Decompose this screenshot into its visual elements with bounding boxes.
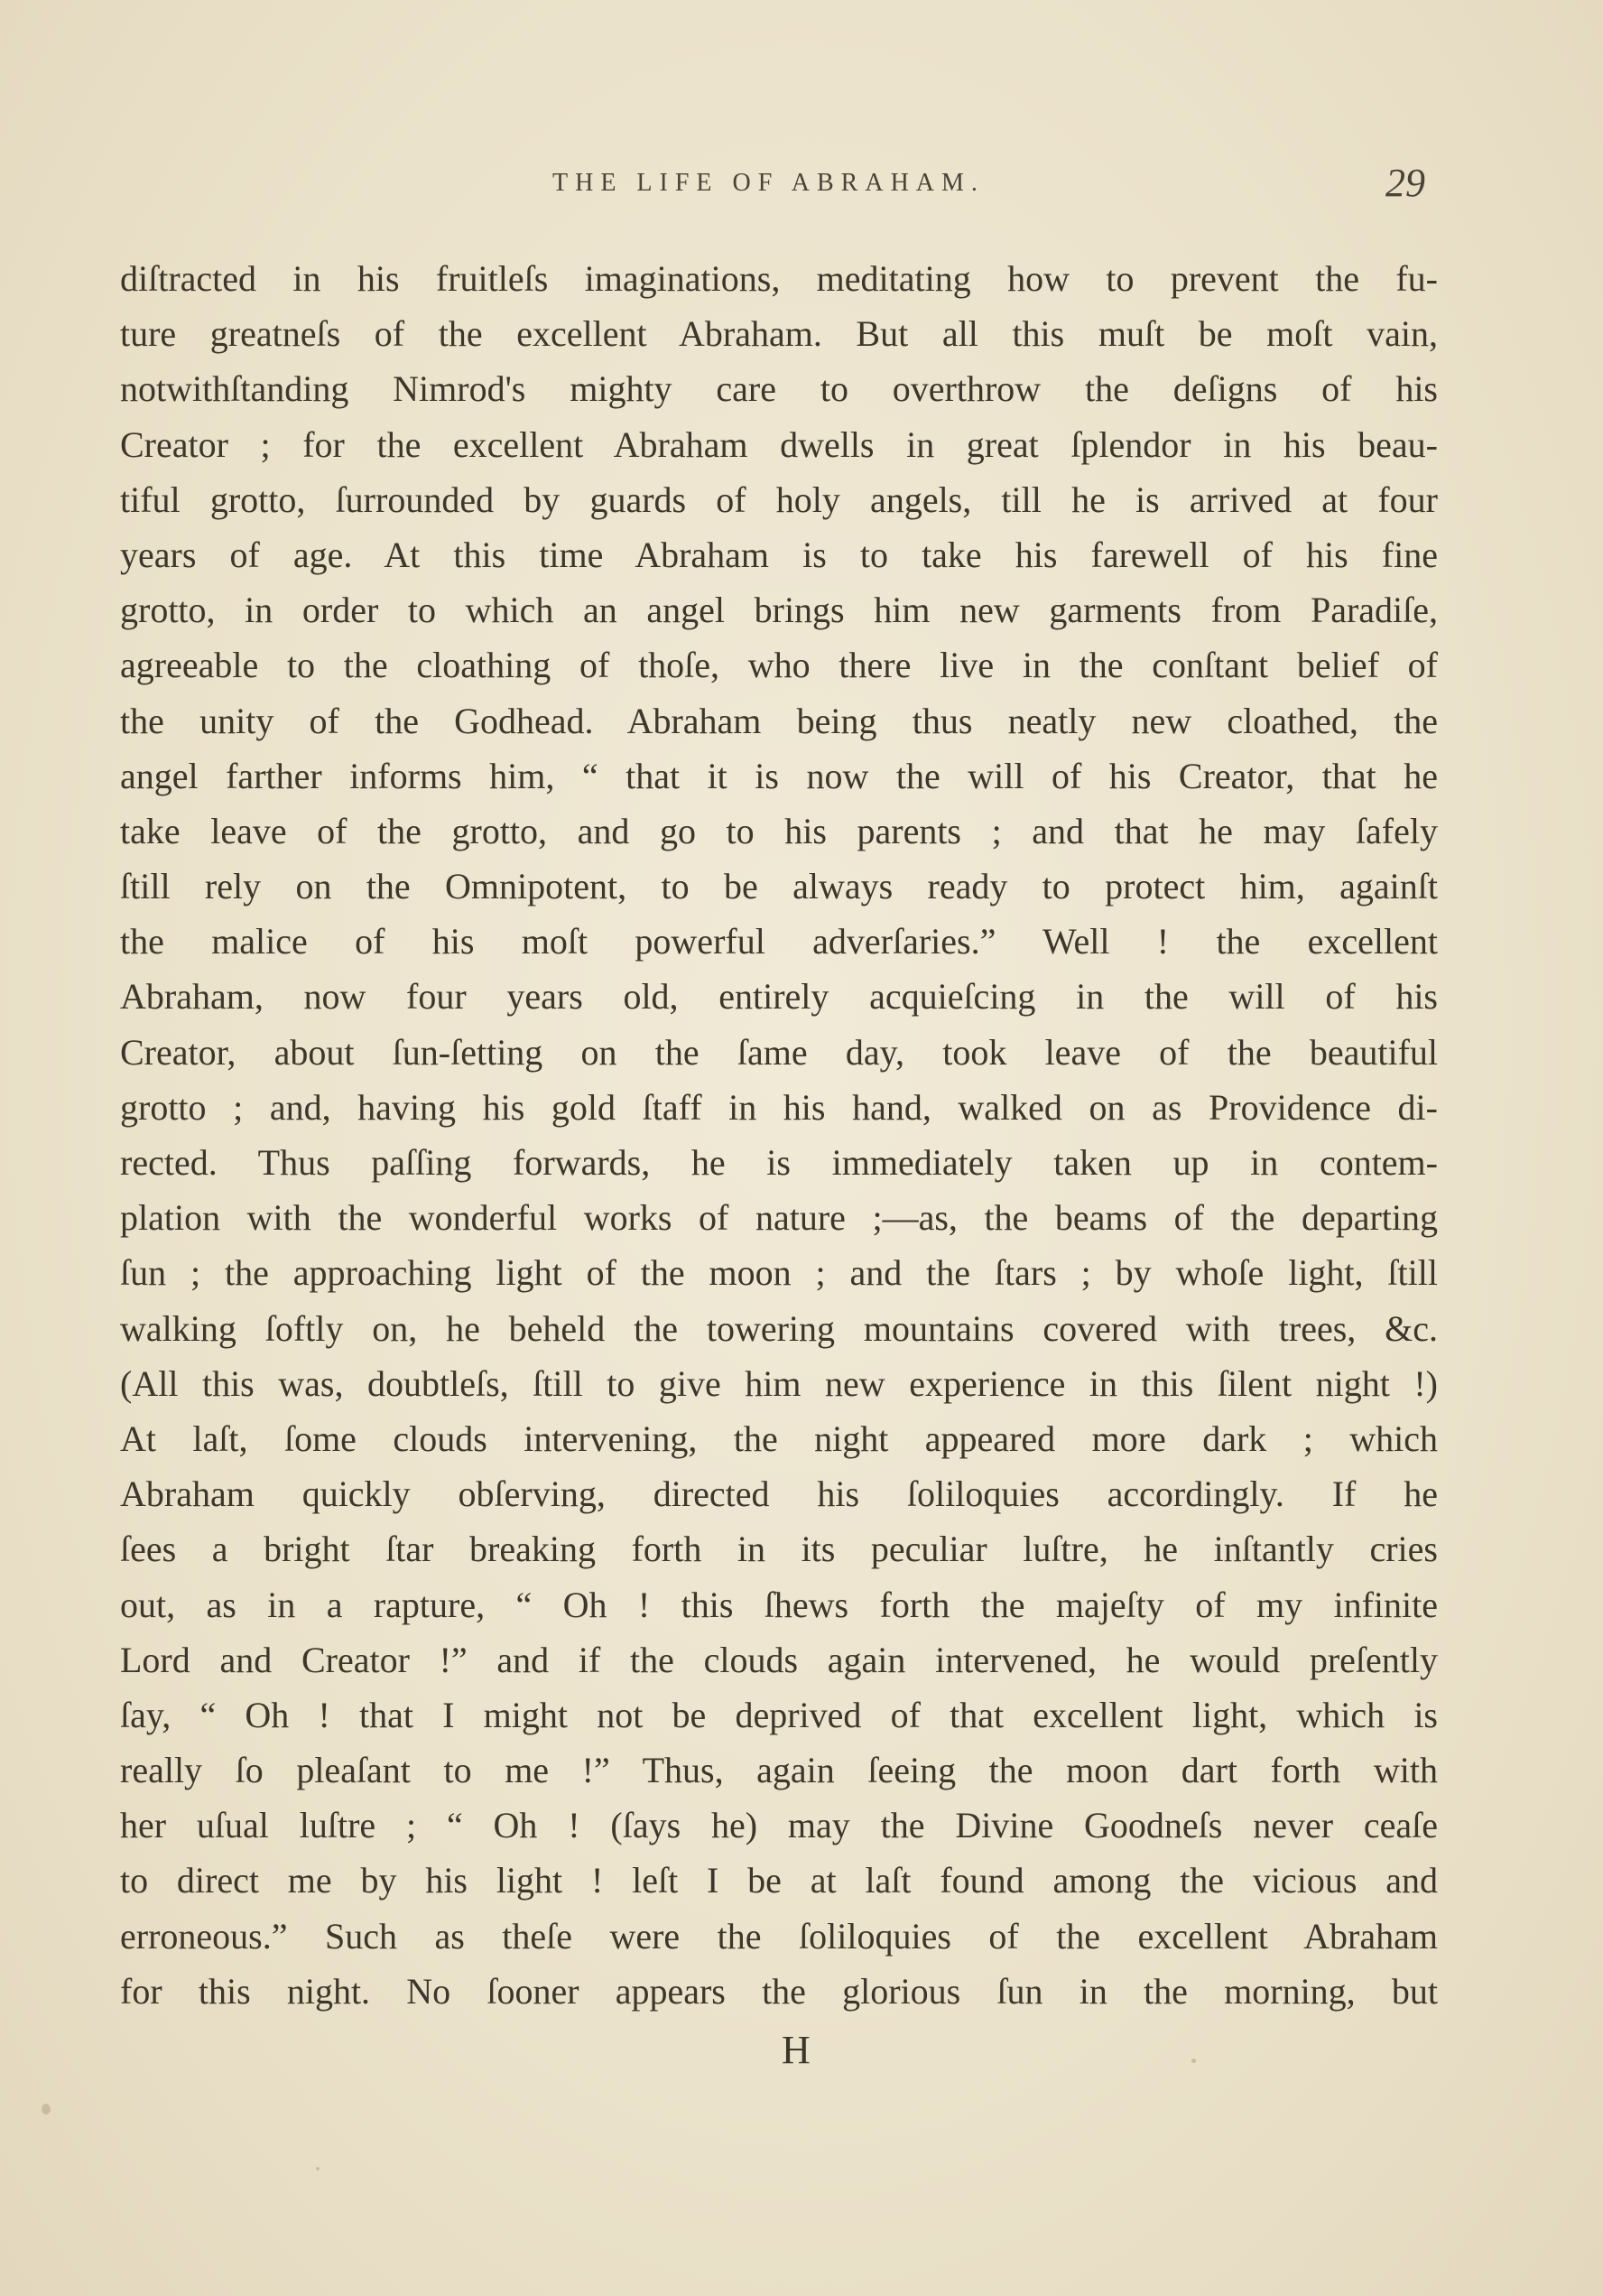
text-line: Abraham quickly obſerving, directed his ſoliloquies accordingly. If he — [120, 1473, 1438, 1515]
text-line: angel farther informs him, “ that it is now the will of his Creator, that he — [120, 755, 1438, 796]
text-line: her uſual luſtre ; “ Oh ! (ſays he) may the Divine Goodneſs never ceaſe — [120, 1805, 1438, 1846]
text-line: walking ſoftly on, he beheld the towering mountains covered with trees, &c. — [120, 1307, 1438, 1349]
text-line: ſay, “ Oh ! that I might not be deprived of that excellent light, which is — [120, 1694, 1438, 1735]
text-line: tiful grotto, ſurrounded by guards of holy angels, till he is arrived at four — [120, 479, 1438, 520]
text-line: agreeable to the cloathing of thoſe, who there live in the conſtant belief of — [120, 645, 1438, 686]
text-line: ſees a bright ſtar breaking forth in its peculiar luſtre, he inſtantly cries — [120, 1529, 1438, 1570]
paper-speck — [42, 2104, 51, 2115]
text-line: notwithſtanding Nimrod's mighty care to overthrow the deſigns of his — [120, 368, 1438, 410]
text-line: At laſt, ſome clouds intervening, the night appeared more dark ; which — [120, 1418, 1438, 1459]
text-line: the malice of his moſt powerful adverſaries.” Well ! the excellent — [120, 921, 1438, 962]
text-line: ſun ; the approaching light of the moon ; and the ſtars ; by whoſe light, ſtill — [120, 1252, 1438, 1294]
text-line: take leave of the grotto, and go to his parents ; and that he may ſafely — [120, 810, 1438, 851]
text-line: out, as in a rapture, “ Oh ! this ſhews forth the majeſty of my infinite — [120, 1584, 1438, 1625]
text-line: ſtill rely on the Omnipotent, to be always ready to protect him, againſt — [120, 866, 1438, 907]
text-line: for this night. No ſooner appears the glorious ſun in the morning, but — [120, 1970, 1438, 2012]
body-text — [120, 251, 1438, 2019]
text-line: Creator, about ſun-ſetting on the ſame day, took leave of the beautiful — [120, 1031, 1438, 1073]
page-number: 29 — [1385, 161, 1425, 205]
text-line: erroneous.” Such as theſe were the ſoliloquies of the excellent Abraham — [120, 1915, 1438, 1957]
page-header — [0, 161, 1603, 210]
text-line: Creator ; for the excellent Abraham dwells in great ſplendor in his beau- — [120, 423, 1438, 465]
running-title: THE LIFE OF ABRAHAM. — [552, 169, 985, 197]
text-line: Abraham, now four years old, entirely acquieſcing in the will of his — [120, 976, 1438, 1018]
text-line: diſtracted in his fruitleſs imaginations, meditating how to prevent the fu- — [120, 258, 1438, 299]
text-line: really ſo pleaſant to me !” Thus, again ſeeing the moon dart forth with — [120, 1750, 1438, 1791]
signature-mark: H — [782, 2028, 812, 2072]
text-line: plation with the wonderful works of nature ;—as, the beams of the departing — [120, 1197, 1438, 1239]
paper-speck — [1191, 2059, 1196, 2063]
text-line: to direct me by his light ! leſt I be at laſt found among the vicious and — [120, 1860, 1438, 1901]
text-line: ture greatneſs of the excellent Abraham. But all this muſt be moſt vain, — [120, 313, 1438, 355]
text-line: grotto ; and, having his gold ſtaff in his hand, walked on as Providence di- — [120, 1086, 1438, 1128]
text-line: the unity of the Godhead. Abraham being thus neatly new cloathed, the — [120, 700, 1438, 741]
text-line: (All this was, doubtleſs, ſtill to give him new experience in this ſilent night !) — [120, 1362, 1438, 1404]
paper-speck — [316, 2167, 320, 2171]
text-line: years of age. At this time Abraham is to take his farewell of his fine — [120, 534, 1438, 575]
text-line: Lord and Creator !” and if the clouds again intervened, he would preſently — [120, 1639, 1438, 1680]
text-line: rected. Thus paſſing forwards, he is immediately taken up in contem- — [120, 1142, 1438, 1183]
text-line: grotto, in order to which an angel brings him new garments from Paradiſe, — [120, 590, 1438, 631]
